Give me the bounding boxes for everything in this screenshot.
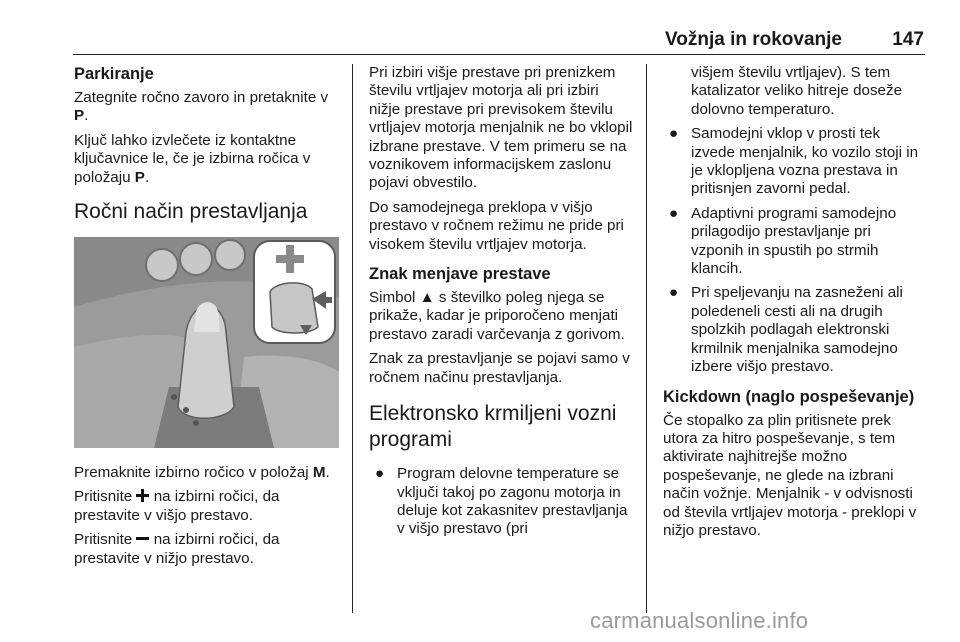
- bullet-icon: ●: [669, 125, 679, 143]
- page-header-title: Vožnja in rokovanje: [664, 29, 842, 50]
- gear-selector-illustration: [74, 237, 339, 448]
- header-rule: [73, 54, 925, 55]
- bullet-icon: ●: [669, 204, 679, 222]
- list-item: ● Program delovne temperature se vključi takoj po zagonu motorja in deluje kot zakasnitev prestavljanja v višjo prestavo (pri: [375, 465, 628, 538]
- shift-arrow-icon: ▲: [419, 289, 435, 307]
- kickdown-paragraph: Če stopalko za plin pritisnete prek utora za hitro pospeševanje, s tem aktivirate najhitrejše možno pospeševanje, ne glede na izbrani način vožnje. Menjalnik - v odvisnosti od števila vrtljajev motorja - preklopi v nižjo prestavo.: [663, 411, 917, 539]
- column-2: [369, 64, 633, 545]
- column-divider-1: [352, 64, 353, 613]
- column-divider-2: [646, 64, 647, 613]
- bullet-continuation: višjem številu vrtljajev). S tem katalizator veliko hitreje doseže dolovno temperaturo.: [691, 64, 903, 118]
- kickdown-heading: Kickdown (naglo pospeševanje): [663, 387, 915, 406]
- list-item: ● Pri speljevanju na zasneženi ali poledeneli cesti ali na drugih spolzkih podlagah elektronski krmilnik menjalnika samodejno izbere višjo prestavo.: [669, 284, 903, 376]
- list-item: ● Samodejni vklop v prosti tek izvede menjalnik, ko vozilo stoji in je vklopljena vozna prestava in pritisnjen zavorni pedal.: [669, 125, 919, 198]
- manual-paragraph-3: Pritisnite na izbirni ročici, da prestavite v nižjo prestavo.: [74, 531, 280, 567]
- page-number: 147: [892, 29, 924, 50]
- electronic-programs-heading: Elektronsko krmiljeni vozni programi: [369, 402, 617, 452]
- list-item: ● Adaptivni programi samodejno prilagodijo prestavljanje pri vzponih in spustih po strmih klancih.: [669, 204, 897, 278]
- bullet-icon: ●: [375, 465, 385, 483]
- column-3: [663, 64, 927, 546]
- parking-paragraph-1: Zategnite ročno zavoro in pretaknite v P.: [74, 89, 329, 125]
- footer-watermark: carmanualsonline.info: [590, 608, 809, 633]
- minus-icon: [136, 532, 149, 545]
- manual-paragraph-1: Premaknite izbirno ročico v položaj M.: [74, 464, 330, 482]
- auto-upshift-paragraph: Do samodejnega preklopa v višjo prestavo v ročnem režimu ne pride pri visokem številu vrtljajev motorja.: [369, 198, 624, 253]
- plus-icon: [136, 489, 149, 502]
- column-1: [74, 64, 339, 574]
- parking-heading: Parkiranje: [74, 65, 154, 83]
- bullet-icon: ●: [669, 284, 679, 302]
- manual-shift-heading: Ročni način prestavljanja: [74, 200, 308, 224]
- electronic-programs-list: [369, 465, 633, 539]
- programs-list-continued: [663, 125, 927, 376]
- shift-indicator-heading: Znak menjave prestave: [369, 265, 551, 284]
- gear-select-paragraph: Pri izbiri višje prestave pri prenizkem številu vrtljajev motorja ali pri izbiri nižje prestave pri previsokem številu vrtljajev motorja menjalnik ne bo vklopil izbrane prestave. V tem primeru se na voznikovem informacijskem zaslonu pojavi obvestilo.: [369, 64, 633, 192]
- shift-indicator-paragraph-1: Simbol ▲ s številko poleg njega se prikaže, kadar je priporočeno menjati prestavo zaradi varčevanja z gorivom.: [369, 289, 625, 343]
- shift-indicator-paragraph-2: Znak za prestavljanje se pojavi samo v ročnem načinu prestavljanja.: [369, 350, 630, 386]
- parking-paragraph-2: Ključ lahko izvlečete iz kontaktne ključavnice le, če je izbirna ročica v položaju P.: [74, 131, 311, 186]
- manual-paragraph-2: Pritisnite na izbirni ročici, da prestavite v višjo prestavo.: [74, 488, 280, 524]
